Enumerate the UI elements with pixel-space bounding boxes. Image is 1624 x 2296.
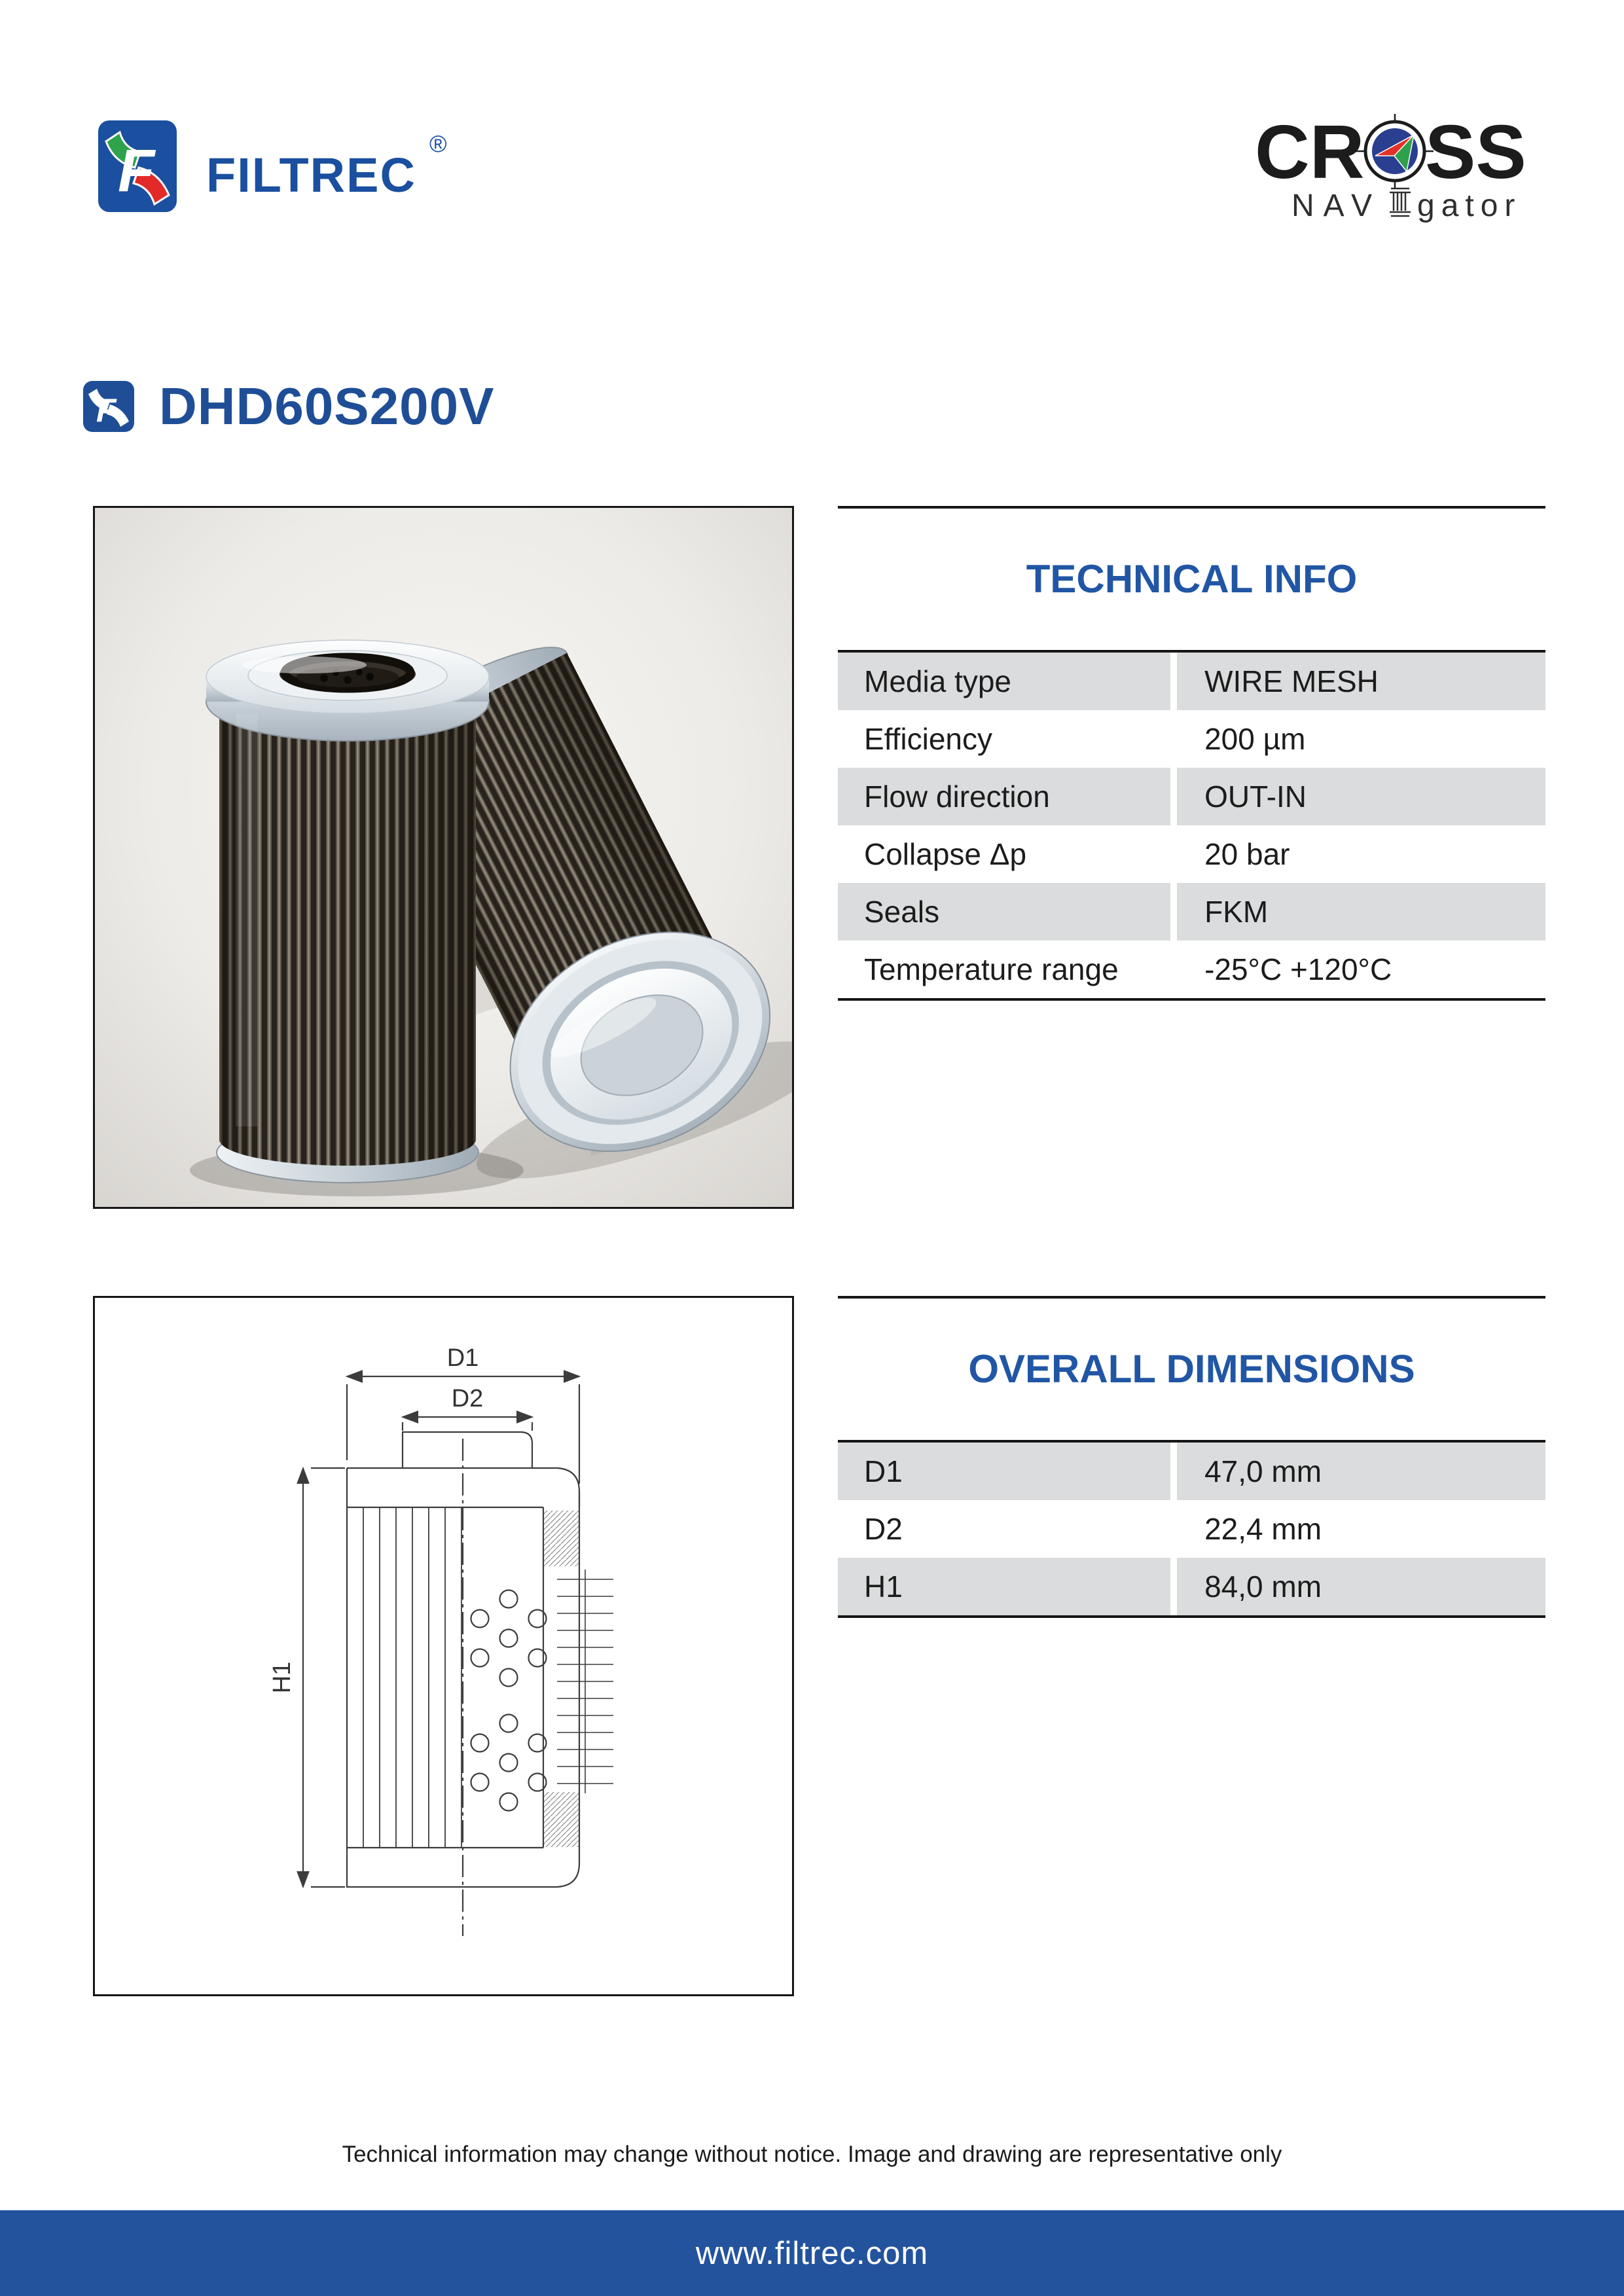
drawing-label-d2: D2 — [451, 1385, 484, 1412]
table-row — [838, 1500, 1545, 1558]
compass-icon — [1356, 114, 1434, 188]
dim-label: H1 — [838, 1558, 1170, 1615]
spec-label: Temperature range — [864, 952, 1119, 986]
overall-dimensions-table — [838, 1440, 1545, 1618]
table-row — [838, 1558, 1545, 1615]
dim-value: 22,4 mm — [1204, 1512, 1322, 1546]
filtrec-logo — [98, 118, 465, 219]
technical-info-section — [838, 506, 1545, 1001]
column-i-icon — [1390, 188, 1411, 216]
product-photo-frame — [93, 506, 794, 1209]
dimension-h1 — [303, 1468, 345, 1887]
spec-value: WIRE MESH — [1177, 653, 1545, 710]
drawing-label-d1: D1 — [446, 1344, 479, 1372]
dimension-d2 — [403, 1417, 532, 1431]
dim-value: 84,0 mm — [1177, 1558, 1545, 1615]
spec-value: 200 µm — [1204, 722, 1306, 756]
overall-dimensions-section — [838, 1296, 1545, 1618]
page-title: DHD60S200V — [159, 377, 495, 435]
spec-value: OUT-IN — [1177, 768, 1545, 825]
filtrec-mini-icon — [83, 381, 134, 432]
spec-label: Media type — [838, 653, 1170, 710]
pleats — [347, 1507, 461, 1848]
gator-text: gator — [1417, 188, 1522, 223]
mesh-grid — [557, 1570, 613, 1793]
cross-part1: CR — [1255, 113, 1365, 194]
spec-value: FKM — [1177, 883, 1545, 941]
product-photo — [95, 508, 792, 1207]
filtrec-logo-mark-icon — [98, 120, 177, 212]
spec-label: Collapse Δp — [864, 837, 1027, 871]
website-link[interactable]: www.filtrec.com — [695, 2235, 929, 2271]
technical-drawing-frame — [93, 1296, 794, 1996]
cross-navigator-logo — [1254, 113, 1535, 224]
spec-label: Flow direction — [838, 768, 1170, 825]
dim-label: D1 — [838, 1443, 1170, 1500]
table-row — [838, 710, 1545, 768]
table-row — [838, 1443, 1545, 1500]
overall-dimensions-title: OVERALL DIMENSIONS — [968, 1347, 1415, 1391]
registered-mark: ® — [429, 130, 447, 157]
product-title-row — [83, 376, 495, 437]
svg-text:F: F — [118, 137, 155, 204]
filter-standing — [206, 640, 489, 1183]
table-row — [838, 825, 1545, 883]
table-row — [838, 883, 1545, 941]
spec-label: Efficiency — [864, 722, 993, 756]
technical-info-table — [838, 650, 1545, 1001]
technical-drawing — [95, 1298, 792, 1994]
cross-part2: SS — [1425, 113, 1526, 194]
dim-label: D2 — [864, 1512, 903, 1546]
spec-label: Seals — [838, 883, 1170, 941]
nav-text: NAV — [1291, 188, 1382, 223]
table-row — [838, 768, 1545, 825]
bottom-bar — [0, 2210, 1624, 2296]
table-row — [838, 941, 1545, 998]
disclaimer-text: Technical information may change without notice. Image and drawing are representative only — [342, 2142, 1282, 2167]
core-holes — [471, 1590, 547, 1811]
table-row — [838, 653, 1545, 710]
dim-value: 47,0 mm — [1177, 1443, 1545, 1500]
technical-info-title: TECHNICAL INFO — [1026, 557, 1358, 601]
svg-text:F: F — [96, 392, 117, 429]
drawing-label-h1: H1 — [268, 1661, 296, 1694]
filtrec-wordmark: FILTREC — [206, 148, 416, 202]
spec-value: 20 bar — [1204, 837, 1290, 871]
spec-value: -25°C +120°C — [1204, 952, 1392, 986]
